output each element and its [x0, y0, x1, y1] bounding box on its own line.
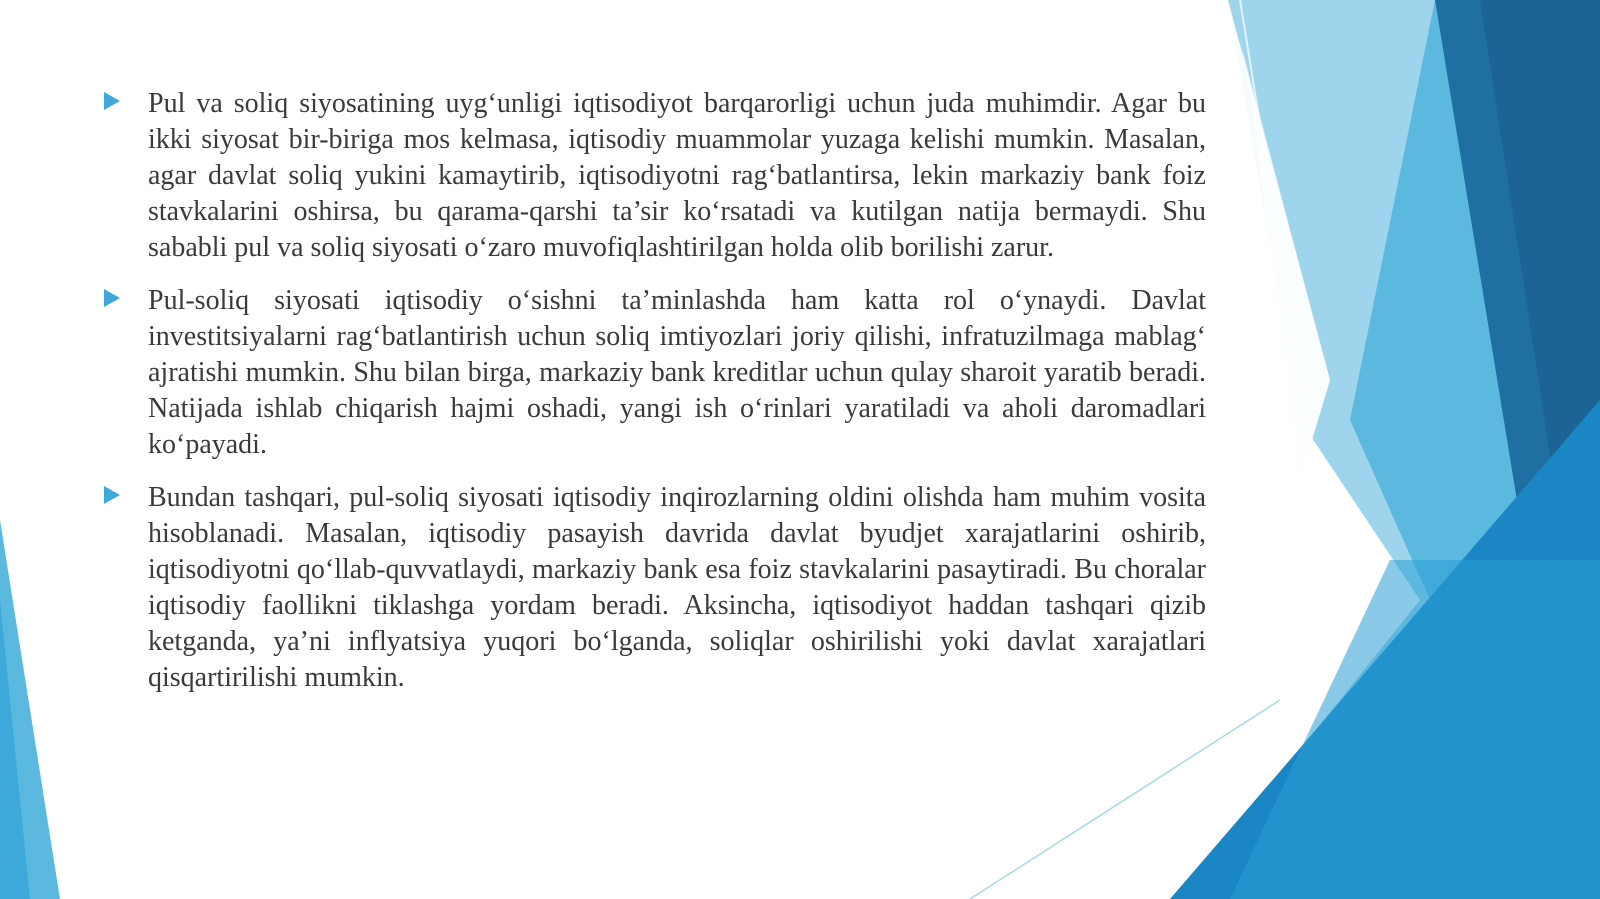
- bullet-item-2: [104, 283, 1206, 463]
- bullet-arrow-icon: [104, 289, 120, 307]
- bullet-arrow-icon: [104, 92, 120, 110]
- bullet-arrow-icon: [104, 486, 120, 504]
- bullet-text: Pul va soliq siyosatining uyg‘unligi iqtisodiyot barqarorligi uchun juda muhimdir. Agar bu ikki siyosat bir-biriga mos kelmasa, iqtisodiy muammolar yuzaga kelishi mumkin. Masalan, agar davlat soliq yukini kamaytirib, iqtisodiyotni rag‘batlantirsa, lekin markaziy bank foiz stavkalarini oshirsa, bu qarama-qarshi ta’sir ko‘rsatadi va kutilgan natija bermaydi. Shu sababli pul va soliq siyosati o‘zaro muvofiqlashtirilgan holda olib borilishi zarur.: [148, 88, 1206, 263]
- bullet-item-3: [104, 480, 1206, 696]
- bullet-item-1: [104, 86, 1206, 266]
- bullet-text: Pul-soliq siyosati iqtisodiy o‘sishni ta’minlashda ham katta rol o‘ynaydi. Davlat investitsiyalarni rag‘batlantirish uchun soliq imtiyozlari joriy qilishi, infratuzilmaga mablag‘ ajratishi mumkin. Shu bilan birga, markaziy bank kreditlar uchun qulay sharoit yaratib beradi. Natijada ishlab chiqarish hajmi oshadi, yangi ish o‘rinlari yaratiladi va aholi daromadlari ko‘payadi.: [148, 285, 1206, 460]
- slide-content: [104, 86, 1206, 713]
- bullet-text: Bundan tashqari, pul-soliq siyosati iqtisodiy inqirozlarning oldini olishda ham muhim vosita hisoblanadi. Masalan, iqtisodiy pasayish davrida davlat byudjet xarajatlarini oshirib, iqtisodiyotni qo‘llab-quvvatlaydi, markaziy bank esa foiz stavkalarini pasaytiradi. Bu choralar iqtisodiy faollikni tiklashga yordam beradi. Aksincha, iqtisodiyot haddan tashqari qizib ketganda, ya’ni inflyatsiya yuqori bo‘lganda, soliqlar oshirilishi yoki davlat xarajatlari qisqartirilishi mumkin.: [148, 482, 1206, 693]
- right-panel-highlight: [1230, 560, 1600, 899]
